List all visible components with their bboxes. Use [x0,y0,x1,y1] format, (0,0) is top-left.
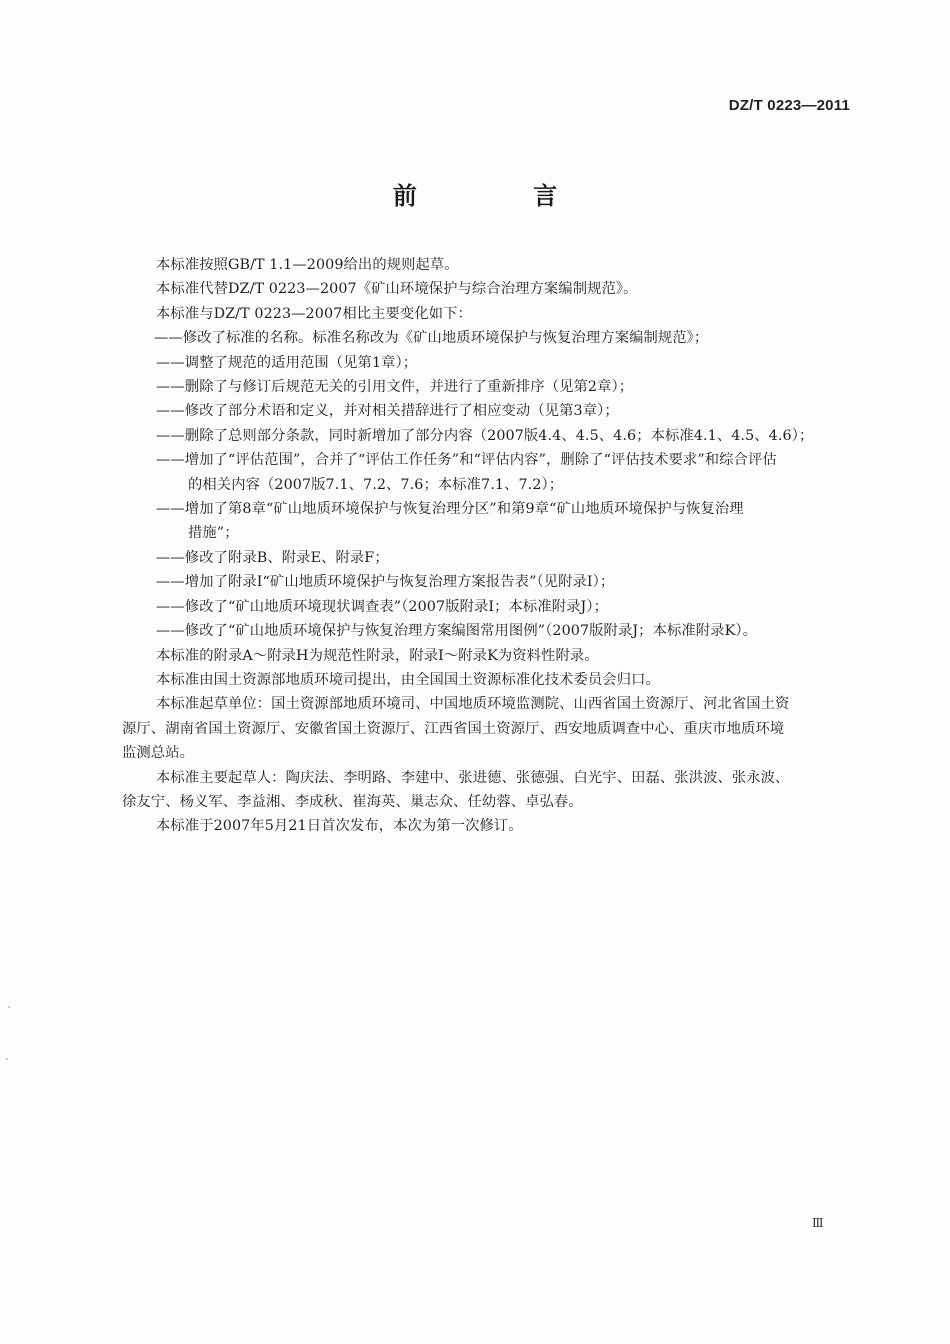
paragraph-drafting-units-cont: 源厅、湖南省国土资源厅、安徽省国土资源厅、江西省国土资源厅、西安地质调查中心、重庆市地质环境 [122,720,785,737]
paragraph-drafters: 本标准主要起草人：陶庆法、李明路、李建中、张进德、张德强、白光宇、田磊、张洪波、张永波、 [156,769,790,786]
page-number: Ⅲ [812,1216,824,1230]
scan-speck [8,1006,10,1008]
page-title: 前 言 [392,182,612,210]
scan-speck [6,1058,8,1060]
change-item-appendix-bef: ——修改了附录B、附录E、附录F； [156,549,389,566]
change-item-evaluation: ——增加了“评估范围”，合并了“评估工作任务”和“评估内容”，删除了“评估技术要求”和综合评估 [156,452,777,469]
change-item-appendix-k: ——修改了“矿山地质环境保护与恢复治理方案编图常用图例”（2007版附录J；本标准附录K）。 [156,623,757,640]
change-item-chapters: ——增加了第8章“矿山地质环境保护与恢复治理分区”和第9章“矿山地质环境保护与恢复治理 [156,501,744,518]
change-item-general: ——删除了总则部分条款，同时新增加了部分内容（2007版4.4、4.5、4.6；本标准4.1、4.5、4.6）； [156,427,814,444]
standard-code: DZ/T 0223—2011 [728,97,850,114]
paragraph-drafters-cont: 徐友宁、杨义军、李益湘、李成秋、崔海英、巢志众、任幼蓉、卓弘春。 [122,793,583,810]
change-item-name: ——修改了标准的名称。标准名称改为《矿山地质环境保护与恢复治理方案编制规范》； [154,330,709,347]
paragraph-drafting-units-cont2: 监测总站。 [122,745,194,762]
change-item-evaluation-cont: 的相关内容（2007版7.1、7.2、7.6；本标准7.1、7.2）； [188,476,564,493]
change-item-terms: ——修改了部分术语和定义，并对相关措辞进行了相应变动（见第3章）； [156,403,619,420]
change-item-scope: ——调整了规范的适用范围（见第1章）； [156,354,418,371]
paragraph-proposer: 本标准由国土资源部地质环境司提出，由全国国土资源标准化技术委员会归口。 [156,671,660,688]
paragraph-changes-intro: 本标准与DZ/T 0223—2007相比主要变化如下： [156,305,472,322]
paragraph-drafting-rule: 本标准按照GB/T 1.1—2009给出的规则起草。 [156,257,459,273]
change-item-references: ——删除了与修订后规范无关的引用文件，并进行了重新排序（见第2章）； [156,379,634,396]
preface-body [122,253,852,839]
paragraph-replaces: 本标准代替DZ/T 0223—2007《矿山环境保护与综合治理方案编制规范》。 [156,281,638,298]
paragraph-drafting-units: 本标准起草单位：国土资源部地质环境司、中国地质环境监测院、山西省国土资源厅、河北省国土资 [156,696,790,713]
change-item-appendix-j: ——修改了“矿山地质环境现状调查表”（2007版附录I；本标准附录J）； [156,598,608,615]
change-item-appendix-i: ——增加了附录I“矿山地质环境保护与恢复治理方案报告表”（见附录I）； [156,574,615,591]
paragraph-appendix-types: 本标准的附录A～附录H为规范性附录，附录I～附录K为资料性附录。 [156,647,599,664]
change-item-chapters-cont: 措施”； [188,525,239,542]
paragraph-publication: 本标准于2007年5月21日首次发布，本次为第一次修订。 [156,818,523,835]
